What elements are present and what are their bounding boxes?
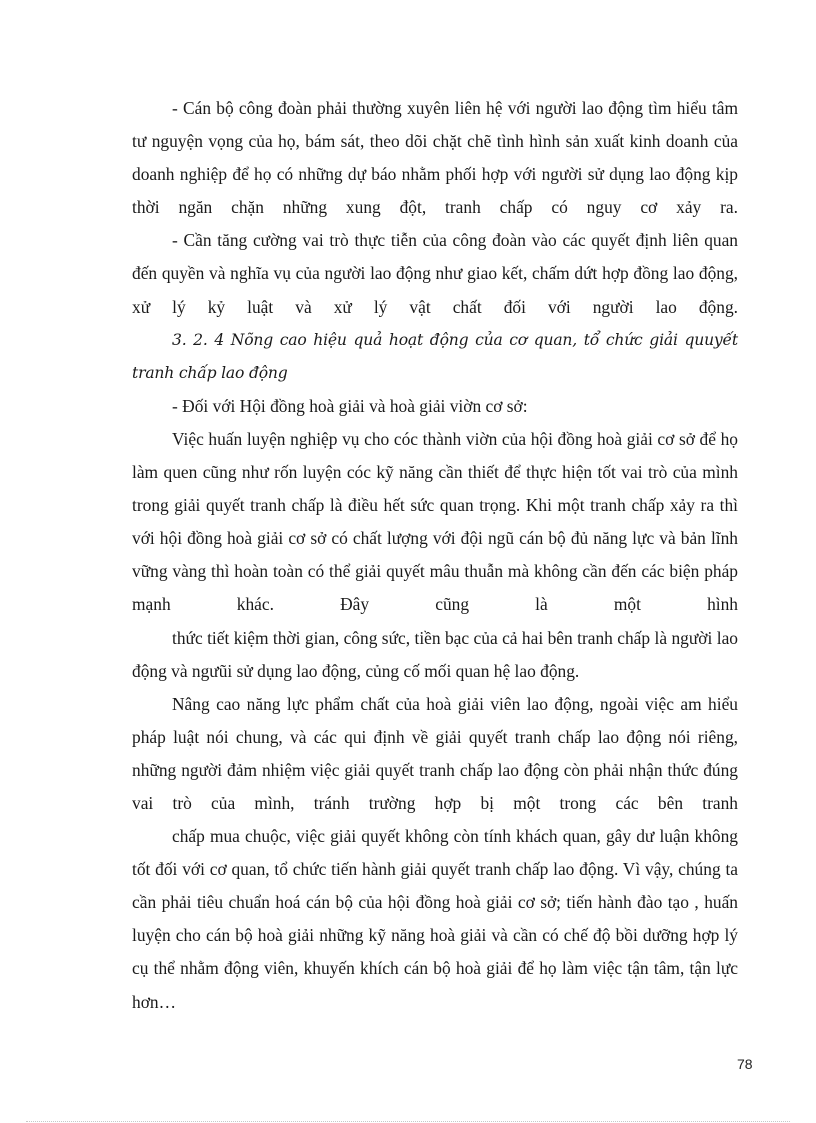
paragraph-training: Việc huấn luyện nghiệp vụ cho cóc thành viờn của hội đồng hoà giải cơ sở để họ làm quen cũng như rốn luyện cóc kỹ năng cần thiết để thực hiện tốt vai trò của mình trong giải quyết tranh chấp là điều hết sức quan trọng. Khi một tranh chấp xảy ra thì với hội đồng hoà giải cơ sở có chất lượng với đội ngũ cán bộ đủ năng lực và bản lĩnh vững vàng thì hoàn toàn có thể giải quyết mâu thuẫn mà không cần đến các biện pháp mạnh khác. Đây cũng là một hình	[132, 428, 738, 615]
document-page	[132, 92, 738, 1019]
page-bottom-divider	[26, 1121, 790, 1122]
paragraph-standardization: chấp mua chuộc, việc giải quyết không còn tính khách quan, gây dư luận không tốt đối với cơ quan, tổ chức tiến hành giải quyết tranh chấp lao động. Vì vậy, chúng ta cần phải tiêu chuẩn hoá cán bộ của hội đồng hoà giải cơ sở; tiến hành đào tạo , huấn luyện cho cán bộ hoà giải những kỹ năng hoà giải và cần có chế độ bồi dưỡng hợp lý cụ thể nhằm động viên, khuyến khích cán bộ hoà giải để họ làm việc tận tâm, tận lực hơn…	[132, 826, 738, 1012]
paragraph-mediator-quality: Nâng cao năng lực phẩm chất của hoà giải viên lao động, ngoài việc am hiểu pháp luật nói chung, và các qui định về giải quyết tranh chấp lao động nói riêng, những người đảm nhiệm việc giải quyết tranh chấp lao động còn phải nhận thức đúng vai trò của mình, tránh trường hợp bị một trong các bên tranh	[132, 693, 738, 813]
paragraph-union-role: - Cần tăng cường vai trò thực tiễn của công đoàn vào các quyết định liên quan đến quyền và nghĩa vụ của người lao động như giao kết, chấm dứt hợp đồng lao động, xử lý kỷ luật và xử lý vật chất đối với người lao động.	[132, 230, 738, 317]
page-number: 78	[737, 1056, 753, 1072]
paragraph-mediation-council: - Đối với Hội đồng hoà giải và hoà giải viờn cơ sở:	[172, 395, 528, 416]
paragraph-savings: thức tiết kiệm thời gian, công sức, tiền bạc của cả hai bên tranh chấp là người lao động và ngưũi sử dụng lao động, củng cố mối quan hệ lao động.	[132, 627, 738, 681]
paragraph-union-contact: - Cán bộ công đoàn phải thường xuyên liên hệ với người lao động tìm hiểu tâm tư nguyện vọng của họ, bám sát, theo dõi chặt chẽ tình hình sản xuất kinh doanh của doanh nghiệp để họ có những dự báo nhằm phối hợp với người sử dụng lao động kịp thời ngăn chặn những xung đột, tranh chấp có nguy cơ xảy ra.	[132, 98, 738, 218]
section-heading: 3. 2. 4 Nõng cao hiệu quả hoạt động của cơ quan, tổ chức giải quuyết tranh chấp lao động	[132, 330, 738, 382]
